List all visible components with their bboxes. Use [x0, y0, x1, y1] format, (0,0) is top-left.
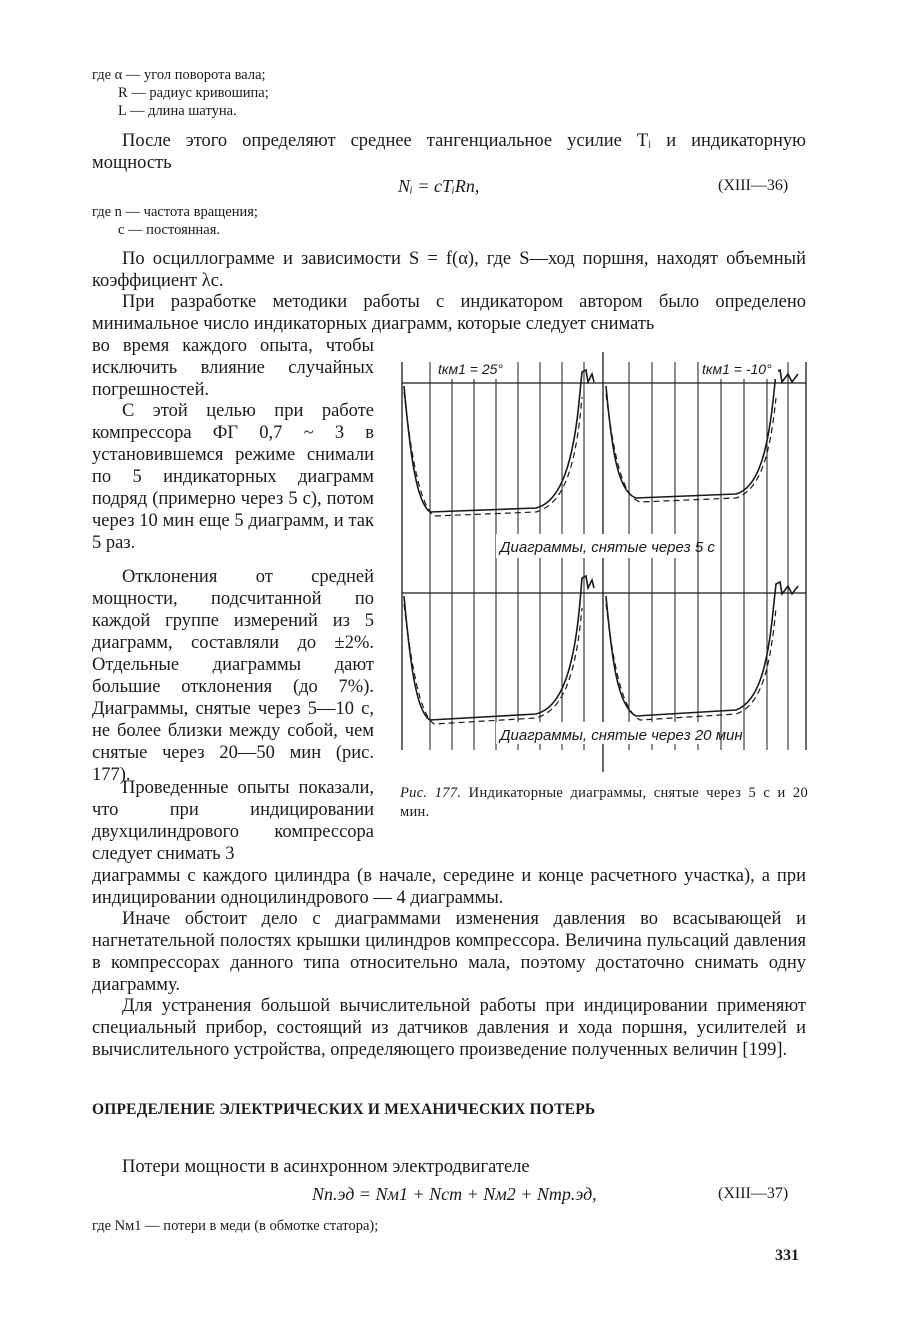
caption-text: Индикаторные диаграммы, снятые через 5 с и 20 мин.: [400, 785, 808, 820]
indicator-diagram-figure: [396, 352, 810, 772]
row-label-20min: Диаграммы, снятые через 20 мин: [500, 727, 743, 744]
formula-number-37: (XIII—37): [718, 1185, 789, 1202]
caption-label: Рис. 177.: [400, 785, 462, 801]
where-row: где n — частота вращения;: [92, 204, 258, 220]
paragraph-3: При разработке методики работы с индикатором автором было определено минимальное число индикаторных диаграмм, которые следует снимать: [92, 292, 806, 334]
paragraph-9: Потери мощности в асинхронном электродвигателе: [122, 1157, 530, 1177]
paragraph-4: С этой целью при работе компрессора ФГ 0,7 ~ 3 в установившемся режиме снимали по 5 индикаторных диаграмм подряд (примерно через 5 с), потом через 10 мин еще 5 диаграмм, и так 5 раз.: [92, 401, 374, 553]
paragraph-8: Для устранения большой вычислительной работы при индицировании применяют специальный прибор, состоящий из датчиков давления и хода поршня, усилителей и вычислительного устройства, определяющего произведение полученных величин [199].: [92, 996, 806, 1060]
where-row: L — длина шатуна.: [118, 103, 237, 119]
page-number: 331: [775, 1247, 799, 1264]
temperature-label-1: tкм1 = 25°: [438, 361, 504, 377]
where-list-2: [92, 203, 492, 239]
paragraph-3-cont: во время каждого опыта, чтобы исключить влияние случайных погрешностей.: [92, 336, 374, 400]
paragraph-1: После этого определяют среднее тангенциальное усилие Tᵢ и индикаторную мощность: [92, 131, 806, 173]
where-row: R — радиус кривошипа;: [118, 85, 269, 101]
paragraph-7: Иначе обстоит дело с диаграммами изменения давления во всасывающей и нагнетательной полостях крышки цилиндров компрессора. Величина пульсаций давления в компрессорах данного типа относительно мала, поэтому достаточно снимать одну диаграмму.: [92, 909, 806, 995]
formula-number-36: (XIII—36): [718, 177, 789, 194]
where-list-3: где Nм1 — потери в меди (в обмотке статора);: [92, 1218, 379, 1234]
paragraph-2: По осциллограмме и зависимости S = f(α), где S—ход поршня, находят объемный коэффициент λc.: [92, 249, 806, 291]
figure-caption: [400, 784, 808, 822]
row-label-5s: Диаграммы, снятые через 5 с: [500, 539, 715, 556]
formula-36: Nᵢ = cTᵢRn,: [398, 176, 480, 196]
paragraph-6: Проведенные опыты показали, что при индицировании двухцилиндрового компрессора следует снимать 3: [92, 778, 374, 864]
where-row: где α — угол поворота вала;: [92, 67, 266, 83]
temperature-label-2: tкм1 = -10°: [702, 361, 772, 377]
section-heading: ОПРЕДЕЛЕНИЕ ЭЛЕКТРИЧЕСКИХ И МЕХАНИЧЕСКИХ ПОТЕРЬ: [92, 1101, 596, 1118]
paragraph-6-cont: диаграммы с каждого цилиндра (в начале, середине и конце расчетного участка), а при индицировании одноцилиндрового — 4 диаграммы.: [92, 866, 806, 908]
formula-37: Nп.эд = Nм1 + Nст + Nм2 + Nтр.эд,: [312, 1184, 597, 1204]
paragraph-5: Отклонения от средней мощности, подсчитанной по каждой группе измерений из 5 диаграмм, составляли до ±2%. Отдельные диаграммы дают большие отклонения (до 7%). Диаграммы, снятые через 5—10 с, не более близки между собой, чем снятые через 20—50 мин (рис. 177).: [92, 567, 374, 785]
where-row: c — постоянная.: [118, 222, 221, 238]
where-list-1: [92, 66, 492, 120]
